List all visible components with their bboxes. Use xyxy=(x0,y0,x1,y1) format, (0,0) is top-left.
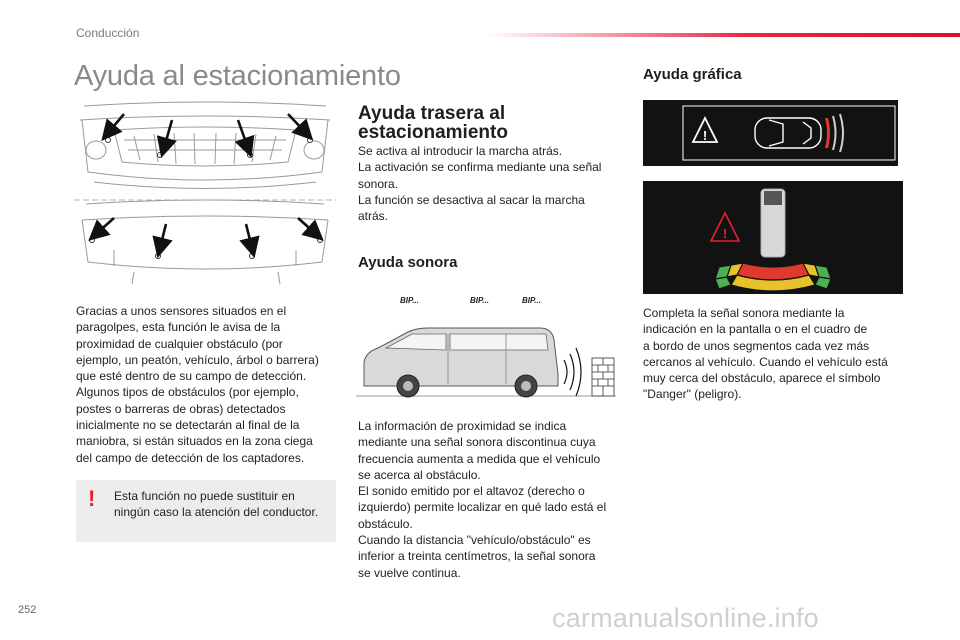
bip-label-2: BIP... xyxy=(470,296,489,305)
display-screen-topview xyxy=(643,100,898,166)
warning-exclamation-icon: ! xyxy=(88,486,96,511)
sound-assist-title: Ayuda sonora xyxy=(358,254,458,271)
watermark: carmanualsonline.info xyxy=(552,603,819,633)
rear-assist-title xyxy=(358,104,508,142)
rear-assist-title-line1: Ayuda trasera al xyxy=(358,103,506,124)
page-title: Ayuda al estacionamiento xyxy=(74,60,401,92)
bumper-sensors-illustration xyxy=(74,100,336,295)
intro-paragraph: Gracias a unos sensores situados en el paragolpes, esta función le avisa de la proximidad de cualquier obstáculo (por ejemplo, un peatón, vehículo, árbol o barrera) que esté dentro de su campo de detección. Algunos tipos de obstáculos (por ejemplo, postes o barreras de obras) detectados inicialmente no se detectarán al final de la maniobra, si están situados en la zona ciega del campo de detección de los captadores. xyxy=(76,304,319,465)
section-header: Conducción xyxy=(76,26,140,40)
page-number: 252 xyxy=(18,604,37,616)
van-reversing-illustration xyxy=(356,312,616,404)
graphic-assist-text: Completa la señal sonora mediante la indicación en la pantalla o en el cuadro de a bordo de unos segmentos cada vez más cercanos al vehículo. Cuando el vehículo está muy cerca del obstáculo, aparece el símbolo "Danger" (peligro). xyxy=(643,306,888,402)
bip-label-1: BIP... xyxy=(400,296,419,305)
header-accent-line xyxy=(486,33,960,37)
bip-label-3: BIP... xyxy=(522,296,541,305)
graphic-assist-title: Ayuda gráfica xyxy=(643,66,742,83)
svg-text:!: ! xyxy=(722,226,728,241)
rear-assist-text: Se activa al introducir la marcha atrás. La activación se confirma mediante una señal sonora. La función se desactiva al sacar la marcha atrás. xyxy=(358,144,602,224)
warning-note-text: Esta función no puede sustituir en ningún caso la atención del conductor. xyxy=(114,489,319,520)
sound-assist-text: La información de proximidad se indica mediante una señal sonora discontinua cuya frecuencia aumenta a medida que el vehículo se acerca al obstáculo. El sonido emitido por el altavoz (derecho o izquierdo) permite localizar en qué lado está el obstáculo. Cuando la distancia "vehículo/obstáculo" es inferior a treinta centímetros, la señal sonora se vuelve continua. xyxy=(358,419,607,580)
svg-text:!: ! xyxy=(702,128,708,143)
warning-note xyxy=(76,480,336,542)
rear-assist-title-line2: estacionamiento xyxy=(358,122,508,143)
display-screen-rearview xyxy=(643,181,903,294)
